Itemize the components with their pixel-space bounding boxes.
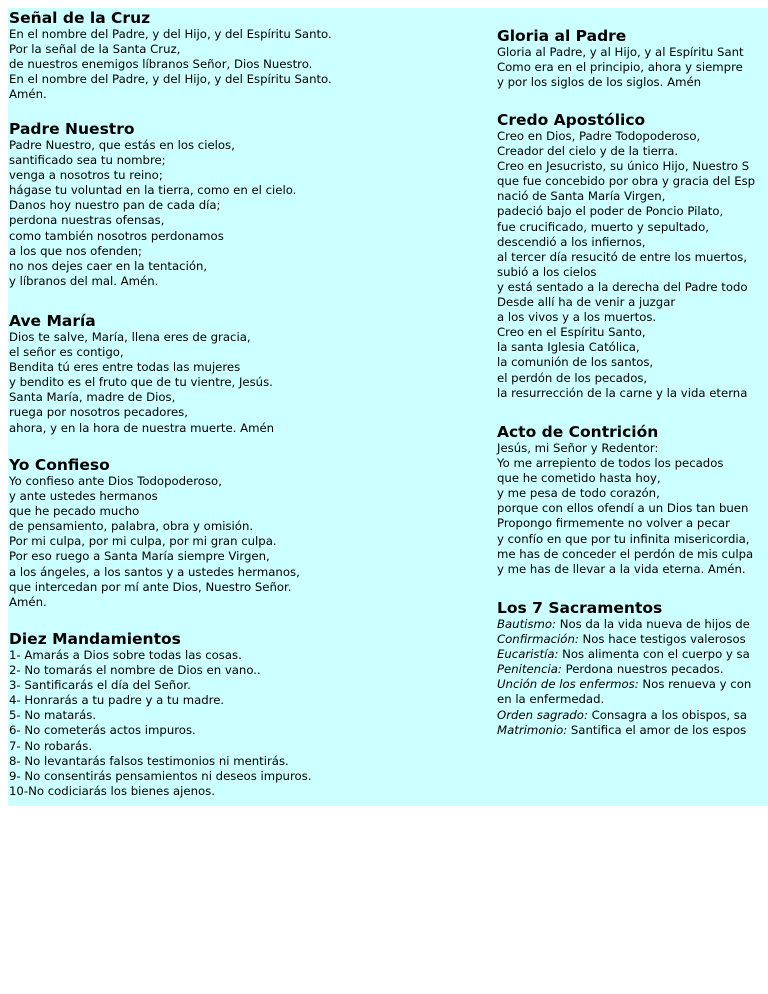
section-credo bbox=[497, 112, 755, 401]
text-line: nació de Santa María Virgen, bbox=[497, 189, 666, 204]
section-title: Los 7 Sacramentos bbox=[497, 599, 663, 617]
text-line: ruega por nosotros pecadores, bbox=[9, 405, 188, 420]
text-line: Propongo firmemente no volver a pecar bbox=[497, 516, 730, 531]
text-line: 9- No consentirás pensamientos ni deseos impuros. bbox=[9, 768, 312, 783]
text-line: a los que nos ofenden; bbox=[9, 243, 142, 258]
section-body bbox=[9, 648, 311, 799]
text-line: que fue concebido por obra y gracia del Esp bbox=[497, 174, 756, 189]
text-line: 5- No matarás. bbox=[9, 708, 97, 723]
text-line: que he pecado mucho bbox=[9, 504, 140, 519]
sacrament-line bbox=[497, 617, 751, 632]
text-line: 1- Amarás a Dios sobre todas las cosas. bbox=[9, 648, 242, 662]
text-line: y me pesa de todo corazón, bbox=[497, 486, 660, 501]
text-line: la santa Iglesia Católica, bbox=[497, 340, 640, 355]
text-line: 6- No cometerás actos impuros. bbox=[9, 723, 196, 738]
text-line: la resurrección de la carne y la vida eterna bbox=[497, 385, 748, 400]
text-line: al tercer día resucitó de entre los muertos, bbox=[497, 249, 747, 264]
text-line: me has de conceder el perdón de mis culpa bbox=[497, 546, 754, 561]
sacrament-line bbox=[497, 692, 751, 707]
sacrament-text: Nos alimenta con el cuerpo y sa bbox=[558, 647, 750, 662]
section-title: Gloria al Padre bbox=[497, 27, 627, 45]
text-line: 4- Honrarás a tu padre y a tu madre. bbox=[9, 693, 225, 708]
text-line: Como era en el principio, ahora y siempre bbox=[497, 60, 743, 75]
text-line: Creo en Dios, Padre Todopoderoso, bbox=[497, 129, 701, 143]
text-line: que intercedan por mí ante Dios, Nuestro Señor. bbox=[9, 579, 292, 594]
sacrament-line bbox=[497, 677, 751, 692]
sacrament-text: Nos renueva y con bbox=[638, 677, 752, 692]
section-title: Padre Nuestro bbox=[9, 120, 135, 138]
sacrament-line bbox=[497, 632, 751, 647]
text-line: de nuestros enemigos líbranos Señor, Dios Nuestro. bbox=[9, 57, 313, 72]
sacrament-line bbox=[497, 662, 751, 677]
sacrament-name: Bautismo: bbox=[497, 617, 556, 631]
text-line: como también nosotros perdonamos bbox=[9, 228, 224, 243]
text-line: santificado sea tu nombre; bbox=[9, 153, 166, 168]
text-line: la comunión de los santos, bbox=[497, 355, 654, 370]
section-mandamientos bbox=[9, 631, 311, 799]
sacrament-name: Orden sagrado: bbox=[497, 707, 588, 722]
sacrament-text: Perdona nuestros pecados. bbox=[561, 662, 724, 677]
text-line: venga a nosotros tu reino; bbox=[9, 168, 163, 183]
text-line: y bendito es el fruto que de tu vientre, Jesús. bbox=[9, 375, 273, 390]
prayer-sheet bbox=[8, 8, 768, 806]
sacrament-text: Santifica el amor de los espos bbox=[567, 722, 747, 737]
text-line: Por la señal de la Santa Cruz, bbox=[9, 42, 181, 57]
text-line: Creador del cielo y de la tierra. bbox=[497, 144, 679, 159]
text-line: y confío en que por tu infinita misericordia, bbox=[497, 531, 750, 546]
section-title: Ave María bbox=[9, 312, 96, 330]
text-line: y ante ustedes hermanos bbox=[9, 489, 158, 504]
text-line: 8- No levantarás falsos testimonios ni mentirás. bbox=[9, 753, 289, 768]
section-senal bbox=[9, 10, 332, 102]
sacrament-name: Matrimonio: bbox=[497, 722, 568, 737]
section-contricion bbox=[497, 424, 753, 577]
text-line: a los ángeles, a los santos y a ustedes hermanos, bbox=[9, 564, 300, 579]
section-gloria bbox=[497, 28, 744, 90]
text-line: Dios te salve, María, llena eres de gracia, bbox=[9, 330, 251, 344]
sacrament-text: en la enfermedad. bbox=[497, 692, 605, 707]
text-line: 2- No tomarás el nombre de Dios en vano.. bbox=[9, 663, 261, 678]
sacrament-name: Unción de los enfermos: bbox=[497, 677, 639, 692]
text-line: descendió a los infiernos, bbox=[497, 234, 646, 249]
text-line: que he cometido hasta hoy, bbox=[497, 471, 661, 486]
text-line: Yo me arrepiento de todos los pecados bbox=[497, 456, 724, 471]
text-line: Por eso ruego a Santa María siempre Virgen, bbox=[9, 549, 270, 564]
text-line: hágase tu voluntad en la tierra, como en el cielo. bbox=[9, 183, 297, 198]
text-line: En el nombre del Padre, y del Hijo, y del Espíritu Santo. bbox=[9, 27, 332, 41]
sacrament-name: Eucaristía: bbox=[497, 647, 559, 662]
text-line: perdona nuestras ofensas, bbox=[9, 213, 165, 228]
text-line: Amén. bbox=[9, 87, 47, 102]
text-line: a los vivos y a los muertos. bbox=[497, 310, 657, 325]
section-body bbox=[497, 129, 755, 401]
section-title: Yo Confieso bbox=[9, 456, 110, 474]
text-line: 10-No codiciarás los bienes ajenos. bbox=[9, 783, 215, 798]
sacrament-text: Nos hace testigos valerosos bbox=[578, 632, 746, 647]
text-line: padeció bajo el poder de Poncio Pilato, bbox=[497, 204, 724, 219]
text-line: Gloria al Padre, y al Hijo, y al Espíritu Sant bbox=[497, 45, 744, 59]
text-line: Creo en el Espíritu Santo, bbox=[497, 325, 646, 340]
section-body bbox=[497, 617, 751, 738]
section-title: Diez Mandamientos bbox=[9, 630, 181, 648]
text-line: de pensamiento, palabra, obra y omisión. bbox=[9, 519, 254, 534]
text-line: subió a los cielos bbox=[497, 264, 597, 279]
sacrament-text: Nos da la vida nueva de hijos de bbox=[555, 617, 750, 631]
section-title: Acto de Contrición bbox=[497, 423, 659, 441]
section-title: Credo Apostólico bbox=[497, 111, 646, 129]
text-line: Yo confieso ante Dios Todopoderoso, bbox=[9, 474, 222, 488]
section-body bbox=[497, 45, 744, 90]
section-body bbox=[9, 330, 274, 436]
text-line: Bendita tú eres entre todas las mujeres bbox=[9, 360, 241, 375]
section-body bbox=[9, 474, 300, 610]
text-line: Padre Nuestro, que estás en los cielos, bbox=[9, 138, 235, 152]
text-line: y por los siglos de los siglos. Amén bbox=[497, 75, 702, 90]
section-title: Señal de la Cruz bbox=[9, 9, 151, 27]
sacrament-line bbox=[497, 708, 751, 723]
sacrament-line bbox=[497, 723, 751, 738]
text-line: Por mi culpa, por mi culpa, por mi gran culpa. bbox=[9, 534, 277, 549]
text-line: En el nombre del Padre, y del Hijo, y del Espíritu Santo. bbox=[9, 72, 332, 87]
text-line: Danos hoy nuestro pan de cada día; bbox=[9, 198, 221, 213]
text-line: fue crucificado, muerto y sepultado, bbox=[497, 219, 709, 234]
section-ave bbox=[9, 313, 274, 436]
text-line: ahora, y en la hora de nuestra muerte. Amén bbox=[9, 420, 275, 435]
text-line: Jesús, mi Señor y Redentor: bbox=[497, 441, 659, 455]
section-body bbox=[9, 27, 332, 102]
text-line: el perdón de los pecados, bbox=[497, 370, 648, 385]
text-line: y está sentado a la derecha del Padre todo bbox=[497, 279, 748, 294]
text-line: y líbranos del mal. Amén. bbox=[9, 273, 159, 288]
section-sacramentos bbox=[497, 600, 751, 738]
section-body bbox=[497, 441, 753, 577]
text-line: el señor es contigo, bbox=[9, 345, 124, 360]
text-line: Desde allí ha de venir a juzgar bbox=[497, 295, 676, 310]
section-padre bbox=[9, 121, 296, 289]
text-line: 7- No robarás. bbox=[9, 738, 93, 753]
text-line: Creo en Jesucristo, su único Hijo, Nuestro S bbox=[497, 159, 750, 174]
text-line: 3- Santificarás el día del Señor. bbox=[9, 678, 191, 693]
text-line: porque con ellos ofendí a un Dios tan buen bbox=[497, 501, 749, 516]
sacrament-text: Consagra a los obispos, sa bbox=[587, 707, 748, 722]
text-line: Amén. bbox=[9, 594, 47, 609]
sacrament-name: Penitencia: bbox=[497, 662, 562, 677]
sacrament-line bbox=[497, 647, 751, 662]
section-confieso bbox=[9, 457, 300, 610]
sacrament-name: Confirmación: bbox=[497, 632, 579, 647]
text-line: no nos dejes caer en la tentación, bbox=[9, 258, 208, 273]
text-line: Santa María, madre de Dios, bbox=[9, 390, 176, 405]
section-body bbox=[9, 138, 296, 289]
text-line: y me has de llevar a la vida eterna. Amén. bbox=[497, 561, 746, 576]
